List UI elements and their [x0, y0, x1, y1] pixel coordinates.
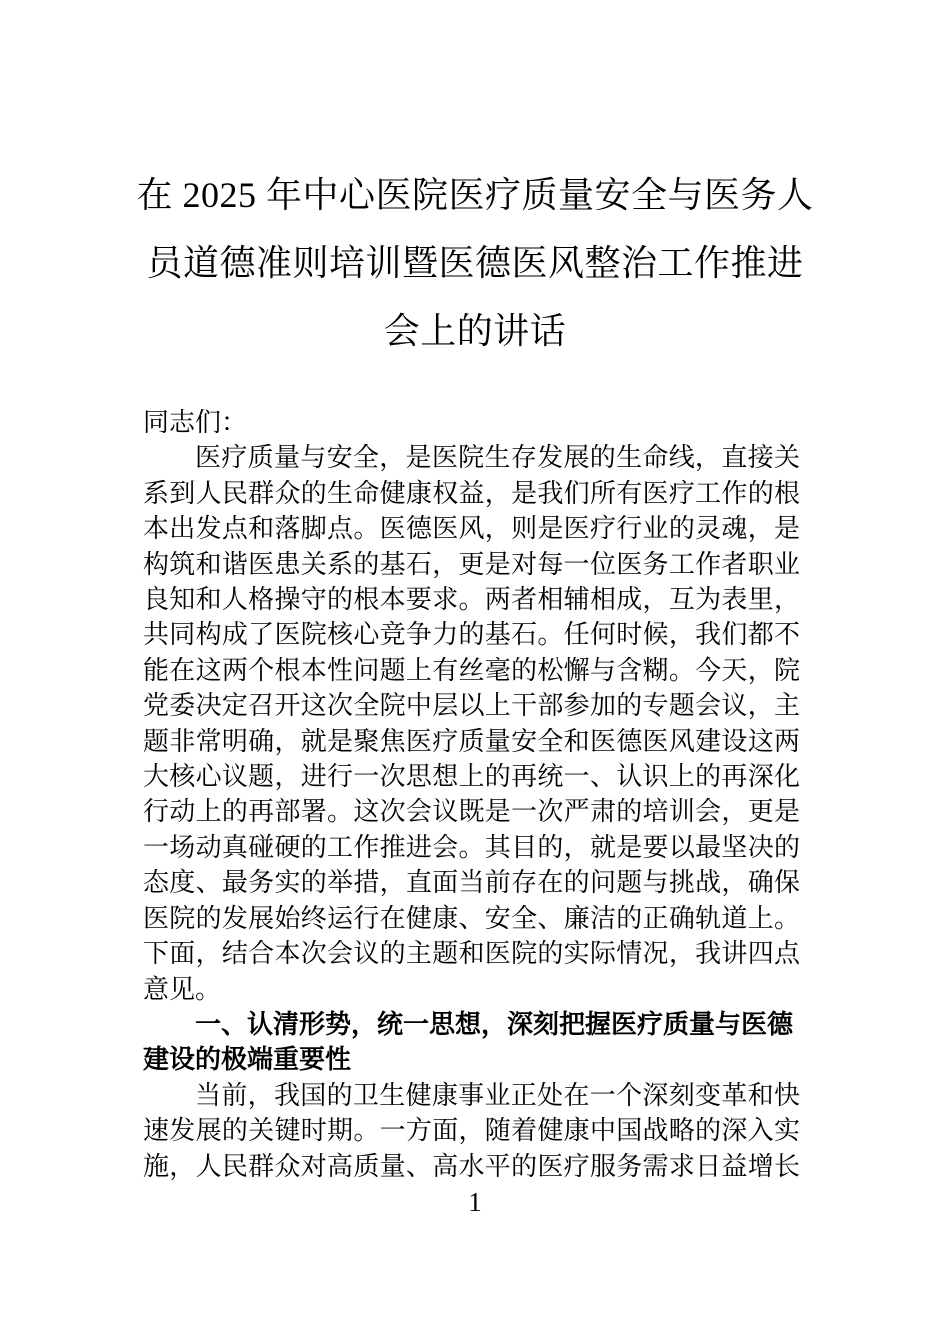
body-line: 本出发点和落脚点。医德医风，则是医疗行业的灵魂，是: [143, 514, 800, 544]
title-line: 会上的讲话: [383, 311, 567, 351]
body-line: 大核心议题，进行一次思想上的再统一、认识上的再深化: [143, 762, 800, 792]
body-line: 下面，结合本次会议的主题和医院的实际情况，我讲四点: [143, 939, 800, 969]
body-line: 能在这两个根本性问题上有丝毫的松懈与含糊。今天，院: [143, 655, 800, 685]
document-body: [143, 405, 800, 1184]
body-line: 构筑和谐医患关系的基石，更是对每一位医务工作者职业: [143, 549, 800, 579]
body-line: 医院的发展始终运行在健康、安全、廉洁的正确轨道上。: [143, 903, 800, 933]
body-line: 行动上的再部署。这次会议既是一次严肃的培训会，更是: [143, 797, 800, 827]
body-line: 建设的极端重要性: [143, 1045, 352, 1075]
body-line: 态度、最务实的举措，直面当前存在的问题与挑战，确保: [143, 868, 800, 898]
page-number: 1: [468, 1187, 482, 1217]
body-line: 一、认清形势，统一思想，深刻把握医疗质量与医德: [195, 1009, 794, 1039]
body-line: 党委决定召开这次全院中层以上干部参加的专题会议，主: [143, 691, 800, 721]
body-line: 速发展的关键时期。一方面，随着健康中国战略的深入实: [143, 1116, 800, 1146]
body-line: 系到人民群众的生命健康权益，是我们所有医疗工作的根: [143, 478, 800, 508]
body-line: 施，人民群众对高质量、高水平的医疗服务需求日益增长: [143, 1151, 800, 1181]
body-line: 良知和人格操守的根本要求。两者相辅相成，互为表里，: [143, 585, 800, 615]
body-line: 一场动真碰硬的工作推进会。其目的，就是要以最坚决的: [143, 832, 800, 862]
document-title: [0, 161, 950, 365]
body-line: 意见。: [143, 974, 222, 1004]
title-line: 员道德准则培训暨医德医风整治工作推进: [146, 243, 804, 283]
body-line: 题非常明确，就是聚焦医疗质量安全和医德医风建设这两: [143, 726, 800, 756]
body-line: 同志们：: [143, 408, 248, 437]
body-line: 医疗质量与安全，是医院生存发展的生命线，直接关: [195, 443, 800, 473]
body-line: 共同构成了医院核心竞争力的基石。任何时候，我们都不: [143, 620, 800, 650]
body-line: 当前，我国的卫生健康事业正处在一个深刻变革和快: [195, 1080, 800, 1110]
title-line: 在 2025 年中心医院医疗质量安全与医务人: [136, 175, 814, 215]
